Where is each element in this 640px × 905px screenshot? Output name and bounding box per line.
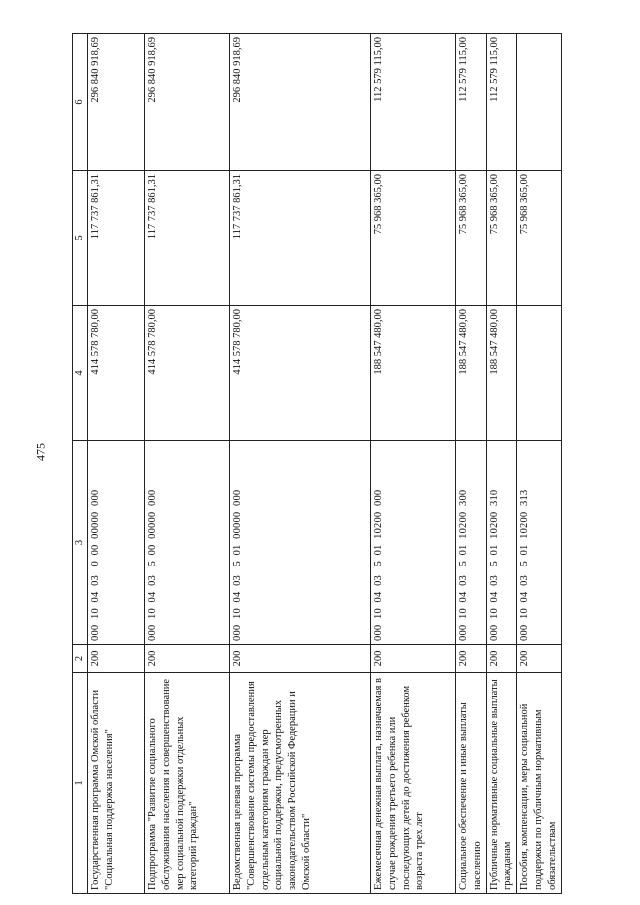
row-name: Ежемесячная денежная выплата, назначаемая в случае рождения третьего ребенка или последующих детей до достижения ребенком возраста трех лет: [370, 673, 455, 894]
row-col4: 188 547 480,00: [455, 306, 486, 441]
table-header-row: [73, 34, 88, 894]
header-cell: 1: [73, 673, 88, 894]
row-grbs: 200: [455, 645, 486, 673]
row-grbs: 200: [87, 645, 144, 673]
header-cell: 3: [73, 441, 88, 645]
row-col4: [517, 306, 562, 441]
header-cell: 5: [73, 171, 88, 306]
table-row: [87, 34, 144, 894]
table-row: [370, 34, 455, 894]
row-code: 000 10 04 03 0 00 00000 000: [87, 441, 144, 645]
page-number: 475: [33, 443, 48, 461]
row-name: Социальное обеспечение и иные выплаты населению: [455, 673, 486, 894]
row-name: Государственная программа Омской области "Социальная поддержка населения": [87, 673, 144, 894]
row-name: Ведомственная целевая программа "Совершенствование системы предоставления отдельным категориям граждан мер социальной поддержки, предусмотренных законодательством Российской Федерации и Омской области": [229, 673, 370, 894]
row-col4: 188 547 480,00: [370, 306, 455, 441]
row-col4: 414 578 780,00: [144, 306, 229, 441]
row-col5: 117 737 861,31: [144, 171, 229, 306]
row-grbs: 200: [370, 645, 455, 673]
row-col4: 414 578 780,00: [229, 306, 370, 441]
row-col5: 75 968 365,00: [517, 171, 562, 306]
row-col4: 414 578 780,00: [87, 306, 144, 441]
table-row: [455, 34, 486, 894]
header-cell: 2: [73, 645, 88, 673]
row-grbs: 200: [517, 645, 562, 673]
row-col6: 112 579 115,00: [486, 34, 517, 171]
landscape-table-wrapper: [72, 34, 559, 894]
row-col5: 75 968 365,00: [370, 171, 455, 306]
rotated-table-area: [72, 34, 559, 894]
row-code: 000 10 04 03 5 01 10200 310: [486, 441, 517, 645]
table-row: [229, 34, 370, 894]
header-cell: 4: [73, 306, 88, 441]
table-row: [144, 34, 229, 894]
row-col5: 75 968 365,00: [486, 171, 517, 306]
header-cell: 6: [73, 34, 88, 171]
row-col6: [517, 34, 562, 171]
table-row: [486, 34, 517, 894]
row-col6: 296 840 918,69: [229, 34, 370, 171]
row-code: 000 10 04 03 5 01 10200 300: [455, 441, 486, 645]
row-col4: 188 547 480,00: [486, 306, 517, 441]
table-row: [517, 34, 562, 894]
row-name: Подпрограмма "Развитие социального обслуживания населения и совершенствование мер социальной поддержки отдельных категорий граждан": [144, 673, 229, 894]
row-col6: 296 840 918,69: [144, 34, 229, 171]
row-col6: 112 579 115,00: [455, 34, 486, 171]
row-code: 000 10 04 03 5 01 10200 000: [370, 441, 455, 645]
row-col5: 75 968 365,00: [455, 171, 486, 306]
row-col5: 117 737 861,31: [87, 171, 144, 306]
budget-table: [72, 33, 562, 894]
row-code: 000 10 04 03 5 01 00000 000: [229, 441, 370, 645]
row-col6: 112 579 115,00: [370, 34, 455, 171]
row-name: Пособия, компенсации, меры социальной поддержки по публичным нормативным обязательствам: [517, 673, 562, 894]
row-name: Публичные нормативные социальные выплаты гражданам: [486, 673, 517, 894]
row-code: 000 10 04 03 5 01 10200 313: [517, 441, 562, 645]
row-code: 000 10 04 03 5 00 00000 000: [144, 441, 229, 645]
row-col6: 296 840 918,69: [87, 34, 144, 171]
row-grbs: 200: [486, 645, 517, 673]
row-col5: 117 737 861,31: [229, 171, 370, 306]
row-grbs: 200: [229, 645, 370, 673]
row-grbs: 200: [144, 645, 229, 673]
